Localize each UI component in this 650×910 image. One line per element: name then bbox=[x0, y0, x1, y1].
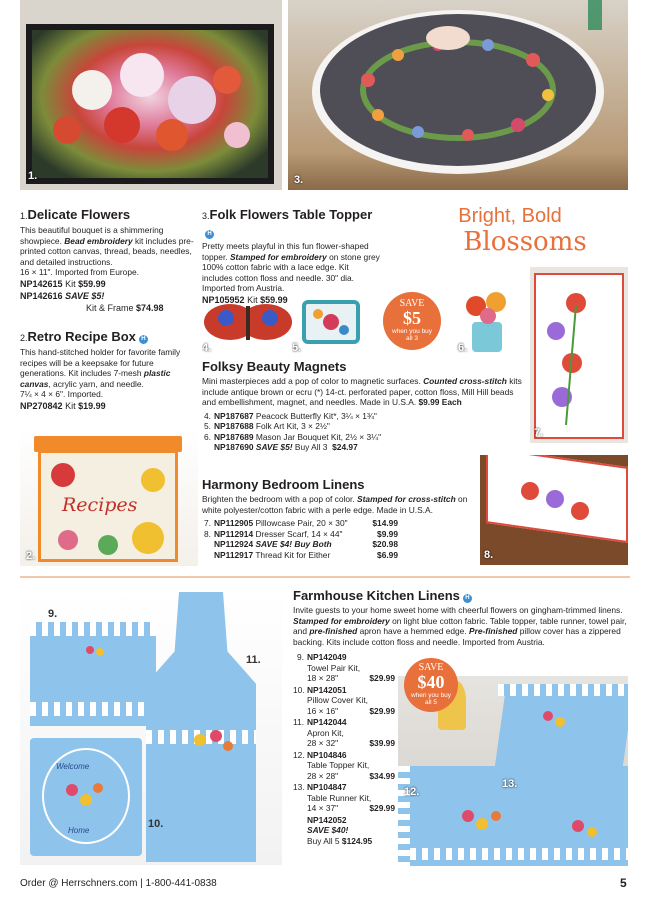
photo-number-1: 1. bbox=[28, 170, 38, 182]
kitchen-title: Farmhouse Kitchen Linens H bbox=[293, 588, 628, 604]
linens-desc: Brighten the bedroom with a pop of color. Stamped for cross-stitch on white polyester/cotton fabric with a perle edge. Made in U.S.A. bbox=[202, 494, 468, 515]
linens-block bbox=[202, 477, 478, 560]
delicate-flowers-title: 1.Delicate Flowers bbox=[20, 207, 131, 222]
magnets-order bbox=[202, 411, 522, 453]
peacock-butterfly-magnet-photo bbox=[202, 300, 294, 356]
kitchen-item: 10. NP142051 Pillow Cover Kit, 16 × 16" $29.99 bbox=[293, 684, 395, 716]
delicate-flowers-order: NP142615 Kit $59.99 NP142616 SAVE $5! Kit & Frame $74.98 bbox=[20, 278, 164, 313]
bouquet-art bbox=[32, 30, 268, 178]
folk-art-magnet-photo bbox=[292, 298, 364, 356]
pillowcase-photo bbox=[530, 267, 628, 443]
folk-topper-block bbox=[202, 207, 380, 306]
photo-number-6: 6. bbox=[458, 342, 468, 354]
butterfly-art bbox=[202, 300, 294, 356]
burst40-note: when you buy all 5 bbox=[410, 692, 452, 706]
delicate-flowers-photo bbox=[20, 0, 282, 190]
folk-topper-desc: Pretty meets playful in this fun flower-shaped topper. Stamped for embroidery on stone grey 100% cotton fabric with a lace edge. Kit includes cotton floss and needle. 30" dia. Imported from Austria. bbox=[202, 241, 380, 293]
order-row: NP187690 SAVE $5! Buy All 3 $24.97 bbox=[214, 442, 358, 452]
order-row: NP112917 Thread Kit for Either $6.99 bbox=[214, 549, 398, 560]
magnets-title: Folksy Beauty Magnets bbox=[202, 359, 347, 374]
pillowcase-art bbox=[536, 275, 622, 437]
recipe-box-block bbox=[20, 329, 198, 412]
made-in-usa-badge: H bbox=[205, 230, 214, 239]
photo-number-11: 11. bbox=[246, 654, 261, 666]
headline-line2: Blossoms bbox=[463, 227, 587, 257]
order-row: 5. NP187688 Folk Art Kit, 3 × 2½" bbox=[204, 421, 330, 431]
kitchen-desc: Invite guests to your home sweet home with cheerful flowers on gingham-trimmed linens. Stamped for embroidery on light blue cotton fabric. Table topper, table runner, towel pair, and pre-finished apron have a hemmed edge. Pre-finished pillow cover has a zippered backing. Kits include cotton floss and needle. Imported from Austria. bbox=[293, 605, 627, 647]
kitchen-item: 12. NP104846 Table Topper Kit, 28 × 28" $34.99 bbox=[293, 749, 395, 781]
topper-art bbox=[288, 0, 628, 190]
kitchen-item: 11. NP142044 Apron Kit, 28 × 32" $39.99 bbox=[293, 717, 395, 748]
burst5-save: SAVE bbox=[399, 298, 425, 309]
photo-number-3: 3. bbox=[294, 174, 304, 186]
kitchen-item: 13. NP104847 Table Runner Kit, 14 × 37" $29.99 bbox=[293, 782, 395, 813]
kitchen-towels-apron-pillow-photo bbox=[20, 590, 282, 865]
delicate-flowers-block bbox=[20, 207, 198, 314]
order-row: 8. NP112914 Dresser Scarf, 14 × 44" $9.99 bbox=[204, 528, 398, 539]
dresser-scarf-photo bbox=[480, 455, 628, 565]
recipe-box-photo bbox=[20, 428, 198, 566]
delicate-flowers-desc: This beautiful bouquet is a shimmering showpiece. Bead embroidery kit includes pre-printed cotton canvas, thread, beads, needles, and detailed instructions. bbox=[20, 225, 194, 267]
magnets-block bbox=[202, 359, 522, 453]
pillow-embroidered-welcome: Welcome bbox=[56, 762, 90, 771]
order-row: 6. NP187689 Mason Jar Bouquet Kit, 2½ × 3¼" bbox=[204, 431, 382, 442]
kitchen-block bbox=[293, 588, 628, 647]
folk-topper-order: NP105952 Kit $59.99 bbox=[202, 294, 288, 305]
kitchen-item-all: NP142052 SAVE $40! Buy All 5 $124.95 bbox=[307, 814, 373, 846]
save-5-burst bbox=[383, 292, 441, 350]
kitchen-item: 9. NP142049 Towel Pair Kit, 18 × 28" $29.99 bbox=[297, 652, 395, 683]
order-row: NP112924 SAVE $4! Buy Both $20.98 bbox=[214, 539, 398, 549]
mason-jar-magnet-photo bbox=[454, 288, 520, 358]
photo-number-9: 9. bbox=[48, 608, 58, 620]
recipe-box-order: NP270842 Kit $19.99 bbox=[20, 400, 106, 411]
photo-number-4: 4. bbox=[202, 342, 212, 354]
burst5-note: when you buy all 3 bbox=[391, 328, 433, 342]
burst5-amount: $5 bbox=[403, 308, 421, 328]
linens-title: Harmony Bedroom Linens bbox=[202, 477, 365, 492]
folk-flowers-topper-photo bbox=[288, 0, 628, 190]
headline-line1: Bright, Bold bbox=[458, 205, 562, 227]
folk-art-flowers bbox=[306, 304, 356, 340]
dresser-scarf-art bbox=[500, 475, 610, 535]
burst40-save: SAVE bbox=[418, 662, 444, 673]
kitchen-order bbox=[293, 652, 395, 846]
photo-number-13: 13. bbox=[502, 778, 518, 790]
pillow-embroidered-home: Home bbox=[68, 826, 90, 835]
photo-number-7: 7. bbox=[534, 427, 544, 439]
page-number: 5 bbox=[620, 876, 627, 890]
linens-order bbox=[202, 518, 398, 560]
photo-number-8: 8. bbox=[484, 549, 494, 561]
recipe-box-title: 2.Retro Recipe Box H bbox=[20, 329, 198, 346]
burst40-amount: $40 bbox=[417, 672, 445, 692]
order-row: 4. NP187687 Peacock Butterfly Kit*, 3¼ × 1¾" bbox=[204, 410, 377, 421]
recipe-box-lettering: Recipes bbox=[62, 494, 138, 516]
made-in-usa-badge: H bbox=[463, 594, 472, 603]
recipe-box-size: 7¼ × 4 × 6". Imported. bbox=[20, 389, 104, 399]
folk-topper-title: 3.Folk Flowers Table TopperH bbox=[202, 207, 373, 237]
made-in-usa-badge: H bbox=[139, 335, 148, 344]
order-row: 7. NP112905 Pillowcase Pair, 20 × 30" $14.99 bbox=[204, 518, 398, 528]
photo-number-2: 2. bbox=[26, 550, 36, 562]
section-divider bbox=[20, 576, 630, 578]
delicate-flowers-size: 16 × 11". Imported from Europe. bbox=[20, 267, 139, 277]
photo-number-10: 10. bbox=[148, 818, 164, 830]
magnets-desc: Mini masterpieces add a pop of color to magnetic surfaces. Counted cross-stitch kits include antique brown or ecru (*) 14-ct. perforated paper, cotton floss, Mill Hill beads and embellishment, magnet, and needles. Made in U.S.A. $9.99 Each bbox=[202, 376, 522, 407]
photo-number-5: 5. bbox=[292, 342, 302, 354]
save-40-burst bbox=[404, 658, 458, 712]
section-headline bbox=[392, 205, 628, 257]
order-footer[interactable]: Order @ Herrschners.com | 1-800-441-0838 bbox=[20, 878, 217, 889]
recipe-box-desc: This hand-stitched holder for favorite family recipes will be a keepsake for future generations. Kit includes 7-mesh plastic canvas, acrylic yarn, and needle. bbox=[20, 347, 181, 389]
photo-number-12: 12. bbox=[404, 786, 420, 798]
